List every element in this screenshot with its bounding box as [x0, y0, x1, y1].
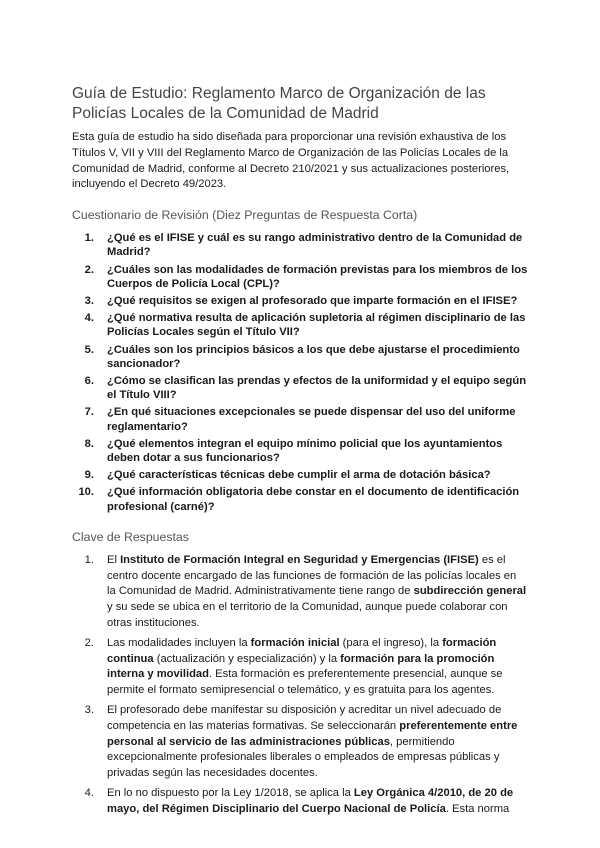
question-number: 7.	[84, 406, 94, 419]
question-text: ¿Qué es el IFISE y cuál es su rango administrativo dentro de la Comunidad de Madrid?	[107, 232, 523, 259]
question-item	[72, 263, 528, 291]
answer-list	[72, 553, 528, 818]
question-text: ¿Cuáles son los principios básicos a los que debe ajustarse el procedimiento sancionador?	[107, 343, 520, 370]
question-text: ¿En qué situaciones excepcionales se puede dispensar del uso del uniforme reglamentario?	[107, 406, 516, 433]
question-number: 4.	[84, 312, 94, 325]
question-item	[72, 343, 528, 371]
question-text: ¿Cómo se clasifican las prendas y efectos de la uniformidad y el equipo según el Título VIII?	[107, 375, 527, 402]
question-text: ¿Qué elementos integran el equipo mínimo policial que los ayuntamientos deben dotar a sus funcionarios?	[107, 437, 503, 465]
question-item	[72, 437, 528, 465]
question-text: ¿Cuáles son las modalidades de formación previstas para los miembros de los Cuerpos de Policía Local (CPL)?	[107, 263, 528, 290]
question-item	[72, 231, 528, 259]
answer-item	[72, 703, 528, 782]
answer-number: 3.	[84, 704, 94, 717]
answer-emphasis: subdirección general	[413, 585, 527, 598]
answer-emphasis: Ley Orgánica 4/2010, de 20 de mayo, del Régimen Disciplinario del Cuerpo Nacional de Policía	[107, 787, 514, 815]
question-text: ¿Qué información obligatoria debe constar en el documento de identificación profesional (carné)?	[107, 486, 520, 513]
answer-text: En lo no dispuesto por la Ley 1/2018, se aplica la Ley Orgánica 4/2010, de 20 de mayo, del Régimen Disciplinario del Cuerpo Nacional de Policía. Esta norma	[107, 787, 514, 815]
question-item	[72, 468, 528, 482]
question-number: 6.	[84, 375, 94, 388]
question-item	[72, 294, 528, 308]
answer-text: Las modalidades incluyen la formación inicial (para el ingreso), la formación continua (actualización y especialización) y la formación para la promoción interna y movilidad. Esta formación es preferentemente presencial, aunque se permite el formato semipresencial o telemático, y es gratuita para los agentes.	[107, 636, 503, 697]
answer-emphasis: Instituto de Formación Integral en Seguridad y Emergencias (IFISE)	[120, 553, 479, 566]
question-list	[72, 231, 528, 514]
answers-heading: Clave de Respuestas	[72, 529, 189, 544]
answer-emphasis: formación continua	[107, 636, 497, 665]
answer-text: El Instituto de Formación Integral en Seguridad y Emergencias (IFISE) es el centro docente encargado de las funciones de formación de las policías locales en la Comunidad de Madrid. Administrativamente tiene rango de subdirección general y su sede se ubica en el territorio de la Comunidad, aunque puede colaborar con otras instituciones.	[107, 553, 527, 630]
answer-text: El profesorado debe manifestar su disposición y acreditar un nivel adecuado de competencia en las materias formativas. Se seleccionarán preferentemente entre personal al servicio de las administraciones públicas, permitiendo excepcionalmente profesionales liberales o empleados de empresas públicas y privadas según las necesidades docentes.	[107, 704, 518, 780]
answer-item	[72, 636, 528, 699]
question-item	[72, 405, 528, 433]
question-number: 8.	[84, 437, 94, 450]
answer-number: 2.	[84, 636, 94, 649]
question-item	[72, 374, 528, 402]
answer-emphasis: preferentemente entre personal al servicio de las administraciones públicas	[107, 719, 518, 748]
answer-item	[72, 553, 528, 632]
question-number: 3.	[84, 295, 94, 307]
answer-item	[72, 786, 528, 818]
question-text: ¿Qué características técnicas debe cumplir el arma de dotación básica?	[107, 469, 491, 482]
question-text: ¿Qué requisitos se exigen al profesorado que imparte formación en el IFISE?	[107, 295, 518, 307]
answer-number: 1.	[84, 553, 94, 566]
document-page	[72, 84, 528, 822]
question-number: 9.	[84, 469, 94, 482]
question-item	[72, 485, 528, 513]
question-text: ¿Qué normativa resulta de aplicación supletoria al régimen disciplinario de las Policías Locales según el Título VII?	[107, 312, 526, 339]
quiz-heading: Cuestionario de Revisión (Diez Preguntas de Respuesta Corta)	[72, 208, 418, 223]
question-number: 2.	[84, 263, 94, 276]
question-number: 5.	[84, 343, 94, 356]
intro-paragraph: Esta guía de estudio ha sido diseñada para proporcionar una revisión exhaustiva de los Títulos V, VII y VIII del Reglamento Marco de Organización de las Policías Locales de la Comunidad de Madrid, conforme al Decreto 210/2021 y sus actualizaciones posteriores, incluyendo el Decreto 49/2023.	[72, 131, 510, 191]
document-title: Guía de Estudio: Reglamento Marco de Organización de las Policías Locales de la Comunidad de Madrid	[72, 85, 486, 122]
answer-emphasis: formación para la promoción interna y movilidad	[107, 652, 495, 681]
question-number: 10.	[78, 486, 94, 499]
question-number: 1.	[84, 232, 94, 245]
answer-number: 4.	[84, 787, 94, 799]
question-item	[72, 311, 528, 339]
answer-emphasis: formación inicial	[250, 636, 340, 649]
